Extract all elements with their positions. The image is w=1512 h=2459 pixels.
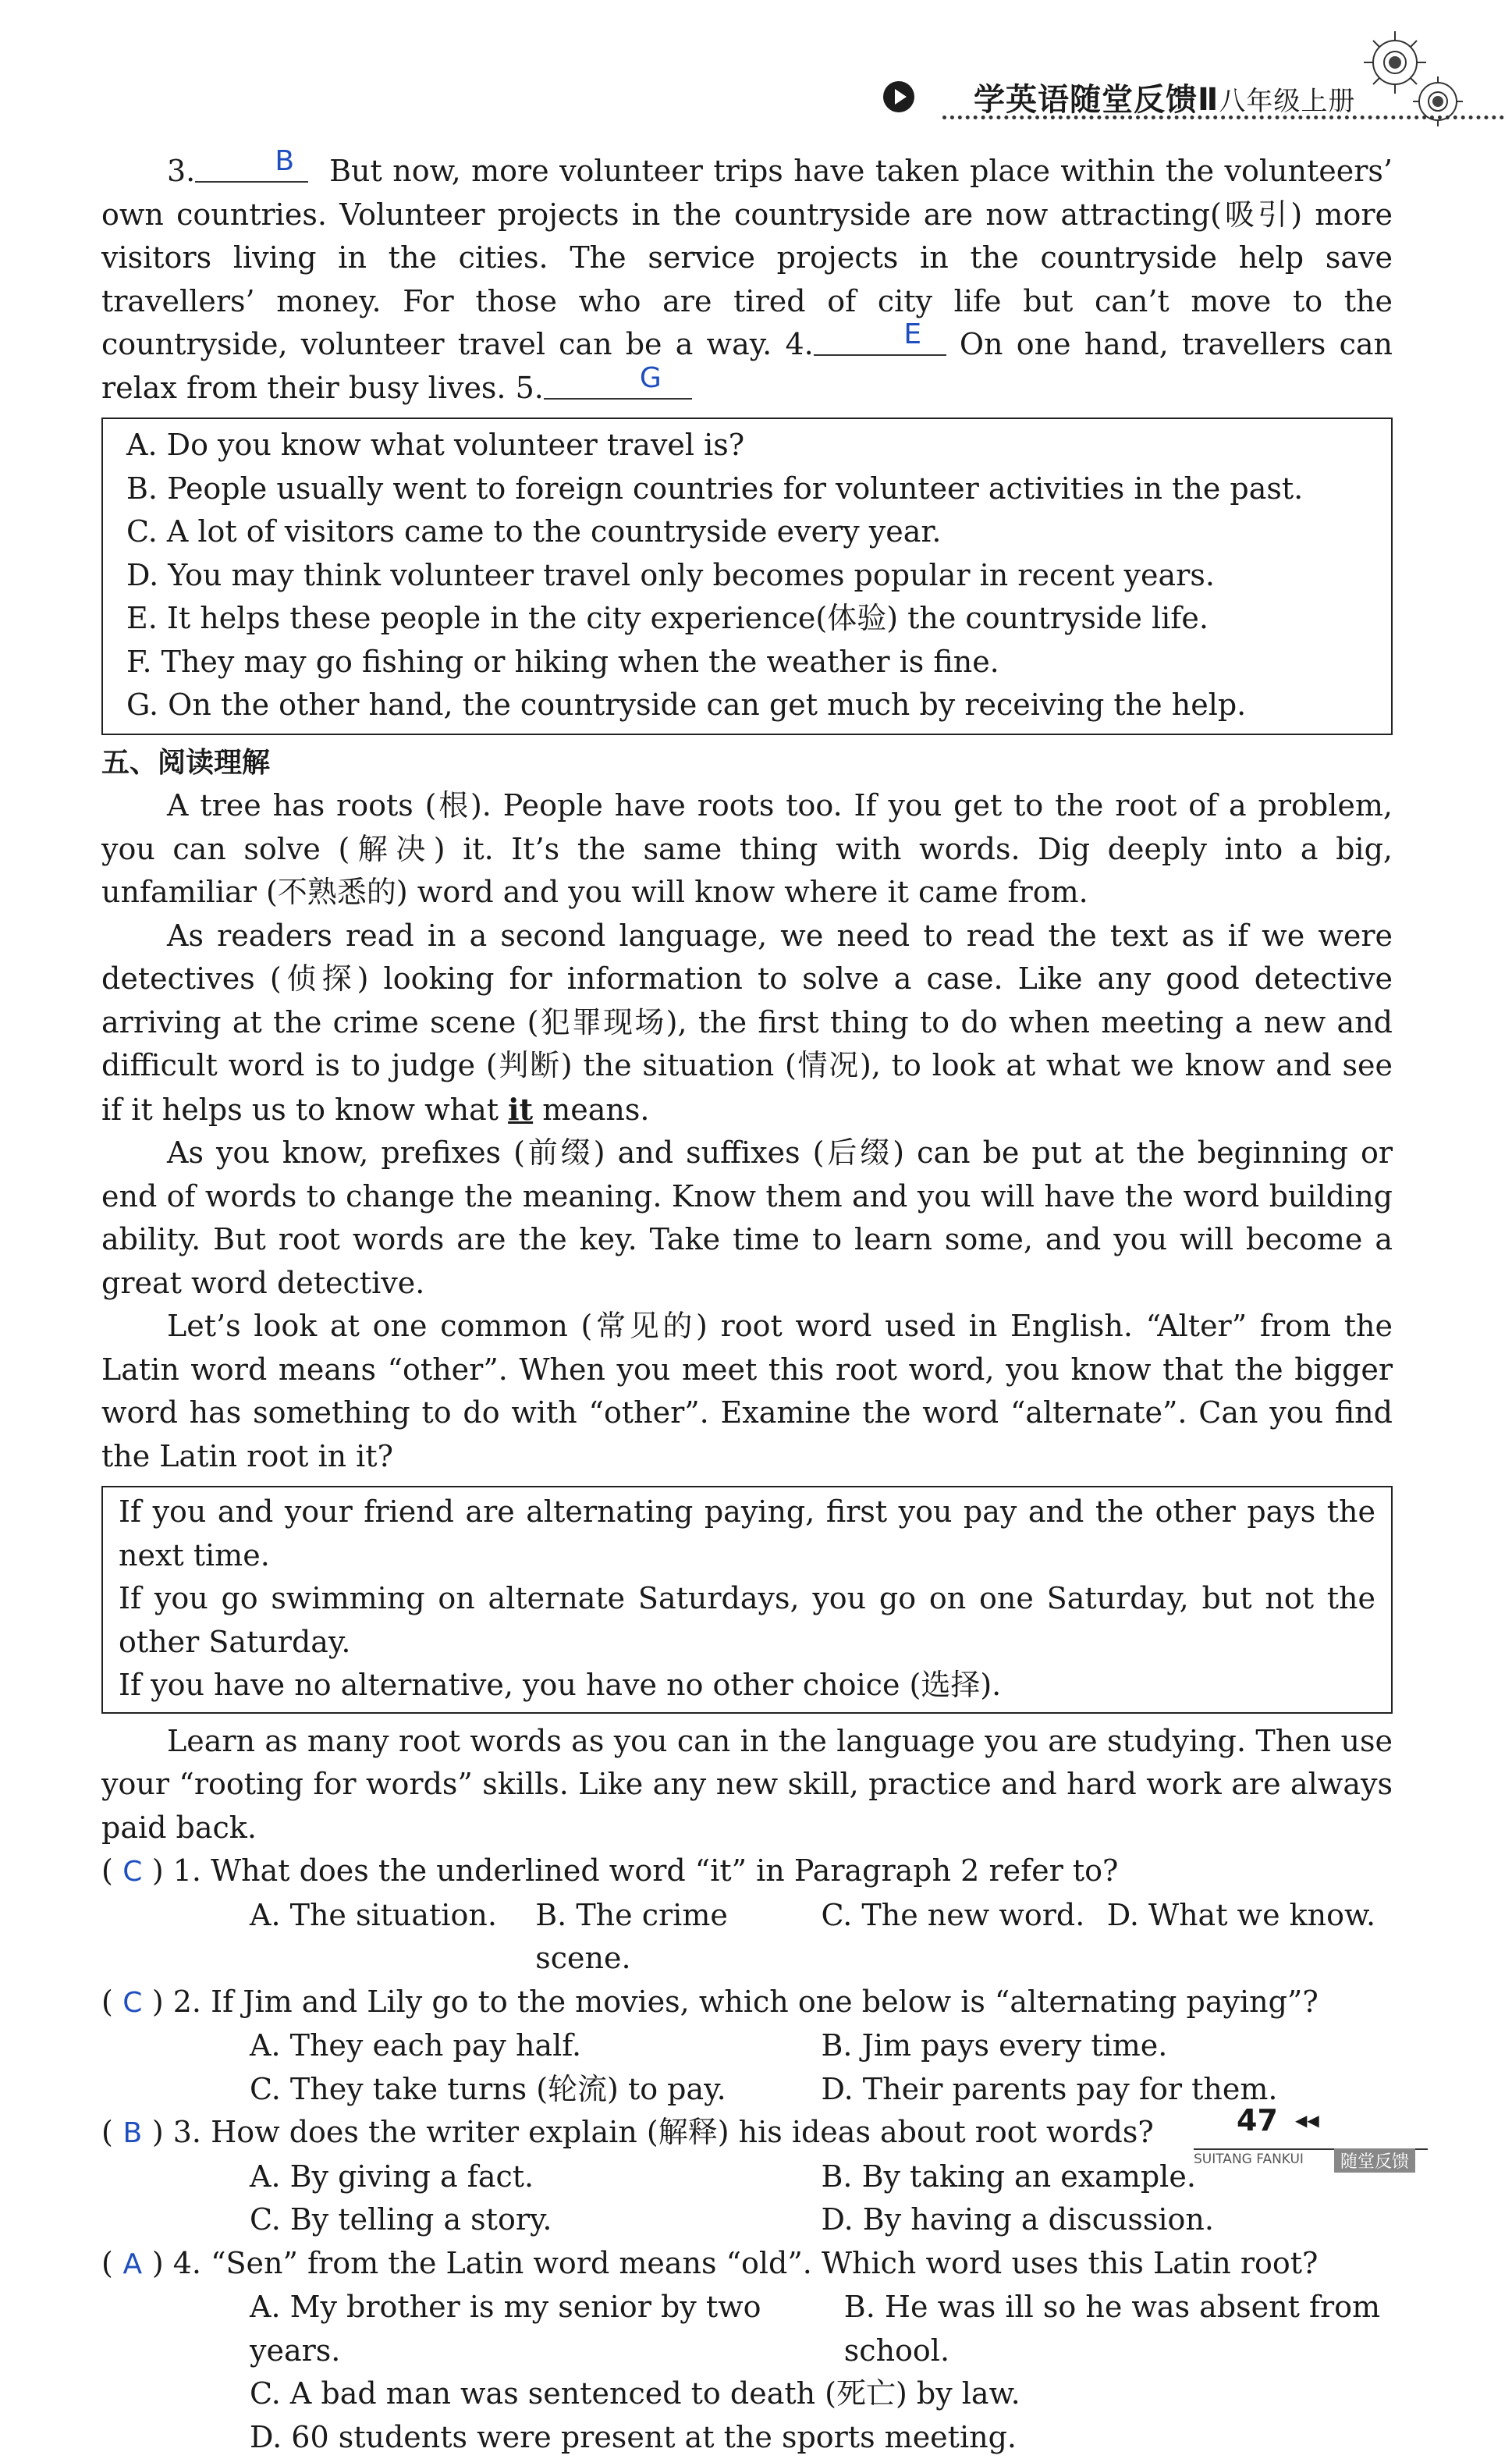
option-f: F. They may go fishing or hiking when the weather is fine. <box>126 641 1368 684</box>
example-line-2: If you go swimming on alternate Saturdays, you go on one Saturday, but not the other Saturday. <box>119 1577 1375 1664</box>
task4-text-b: On one hand, travellers can relax from their busy lives. <box>101 327 1393 405</box>
question-2-options <box>101 2024 1393 2111</box>
q4-option-b: B. He was ill so he was absent from school. <box>844 2286 1393 2372</box>
reading-paragraph-5: Learn as many root words as you can in the language you are studying. Then use your “rooting for words” skills. Like any new skill, practice and hard work are always paid back. <box>101 1720 1393 1850</box>
q4-answer: E <box>903 318 921 350</box>
q5-number: 5. <box>516 371 544 405</box>
q2-option-a: A. They each pay half. <box>250 2024 822 2068</box>
footer-brand-cn: 随堂反馈 <box>1334 2148 1415 2173</box>
example-box <box>101 1486 1393 1714</box>
q3-option-a: A. By giving a fact. <box>250 2155 822 2199</box>
q3-number: 3. <box>167 154 195 188</box>
footer-brand-en: SUITANG FANKUI <box>1194 2152 1304 2167</box>
reading-paragraph-1: A tree has roots (根). People have roots too. If you get to the root of a problem, you can solve (解决) it. It’s the same thing with words. Dig deeply into a big, unfamiliar (不熟悉的) word and you will know where it came from. <box>101 784 1393 915</box>
question-2: ( C ) 2. If Jim and Lily go to the movies, which one below is “alternating paying”? <box>101 1981 1393 2025</box>
question-3-answer: B <box>113 2112 152 2155</box>
task4-options-box <box>101 418 1393 735</box>
q4-blank <box>814 323 946 356</box>
play-icon <box>883 81 914 112</box>
question-2-stem: 2. If Jim and Lily go to the movies, which one below is “alternating paying”? <box>173 1985 1319 2019</box>
page-number: 47 <box>1237 2103 1278 2137</box>
q1-option-c: C. The new word. <box>822 1894 1107 1981</box>
underlined-it: it <box>508 1092 533 1127</box>
q2-option-d: D. Their parents pay for them. <box>822 2068 1393 2112</box>
q3-option-c: C. By telling a story. <box>250 2198 822 2242</box>
question-3-options <box>101 2155 1393 2242</box>
section-title: 五、阅读理解 <box>101 741 1393 785</box>
question-4-options <box>101 2286 1393 2459</box>
question-2-answer: C <box>113 1981 152 2025</box>
example-line-3: If you have no alternative, you have no other choice (选择). <box>119 1664 1375 1707</box>
option-g: G. On the other hand, the countryside can get much by receiving the help. <box>126 684 1368 727</box>
option-d: D. You may think volunteer travel only becomes popular in recent years. <box>126 554 1368 598</box>
option-c: C. A lot of visitors came to the countryside every year. <box>126 510 1368 554</box>
q5-blank <box>544 367 692 400</box>
q1-option-a: A. The situation. <box>250 1894 535 1981</box>
option-b: B. People usually went to foreign countries for volunteer activities in the past. <box>126 467 1368 511</box>
q3-option-d: D. By having a discussion. <box>822 2198 1393 2242</box>
page-footer <box>1194 2103 1428 2166</box>
question-4: ( A ) 4. “Sen” from the Latin word means “old”. Which word uses this Latin root? <box>101 2242 1393 2287</box>
book-title: 学英语随堂反馈Ⅱ八年级上册 <box>974 75 1355 119</box>
q5-answer: G <box>640 362 662 394</box>
task4-text-a: But now, more volunteer trips have taken place within the volunteers’ own countries. Volunteer projects in the countryside are now attracting(吸引) more visitors living in the cities. The service projects in the countryside help save travellers’ money. For those who are tired of city life but can’t move to the countryside, volunteer travel can be a way. <box>101 154 1393 361</box>
q4-option-c: C. A bad man was sentenced to death (死亡) by law. <box>250 2372 1393 2416</box>
question-1-answer: C <box>113 1850 152 1894</box>
example-line-1: If you and your friend are alternating paying, first you pay and the other pays the next time. <box>119 1491 1375 1577</box>
q2-option-b: B. Jim pays every time. <box>822 2024 1393 2068</box>
flower-decoration-icon <box>1348 16 1481 148</box>
q4-option-d: D. 60 students were present at the sports meeting. <box>250 2416 1393 2459</box>
q3-answer: B <box>275 145 294 177</box>
reading-paragraph-4: Let’s look at one common (常见的) root word used in English. “Alter” from the Latin word means “other”. When you meet this root word, you know that the bigger word has something to do with “other”. Examine the word “alternate”. Can you find the Latin root in it? <box>101 1305 1393 1478</box>
back-arrows-icon: ◀◀ <box>1295 2111 1319 2130</box>
question-3: ( B ) 3. How does the writer explain (解释) his ideas about root words? <box>101 2111 1393 2155</box>
q1-option-b: B. The crime scene. <box>535 1894 821 1981</box>
q3-option-b: B. By taking an example. <box>822 2155 1393 2199</box>
q1-option-d: D. What we know. <box>1107 1894 1393 1981</box>
reading-paragraph-3: As you know, prefixes (前缀) and suffixes (后缀) can be put at the beginning or end of words to change the meaning. Know them and you will have the word building ability. But root words are the key. Take time to learn some, and you will become a great word detective. <box>101 1132 1393 1305</box>
task4-paragraph <box>101 150 1393 410</box>
q4-number: 4. <box>785 327 813 361</box>
q4-option-a: A. My brother is my senior by two years. <box>250 2286 844 2372</box>
q3-blank <box>195 150 308 183</box>
reading-paragraph-2: As readers read in a second language, we need to read the text as if we were detectives (侦探) looking for information to solve a case. Like any good detective arriving at the crime scene (犯罪现场), the first thing to do when meeting a new and difficult word is to judge (判断) the situation (情况), to look at what we know and see if it helps us to know what it means. <box>101 915 1393 1132</box>
question-4-stem: 4. “Sen” from the Latin word means “old”. Which word uses this Latin root? <box>173 2246 1319 2280</box>
question-1-options <box>101 1894 1393 1981</box>
question-4-answer: A <box>113 2243 152 2287</box>
option-a: A. Do you know what volunteer travel is? <box>126 424 1368 467</box>
question-1-stem: 1. What does the underlined word “it” in Paragraph 2 refer to? <box>173 1853 1119 1888</box>
grade-label: 八年级上册 <box>1219 86 1355 117</box>
question-1: ( C ) 1. What does the underlined word “it” in Paragraph 2 refer to? <box>101 1850 1393 1894</box>
q2-option-c: C. They take turns (轮流) to pay. <box>250 2068 822 2112</box>
option-e: E. It helps these people in the city experience(体验) the countryside life. <box>126 597 1368 641</box>
question-3-stem: 3. How does the writer explain (解释) his ideas about root words? <box>173 2115 1154 2149</box>
